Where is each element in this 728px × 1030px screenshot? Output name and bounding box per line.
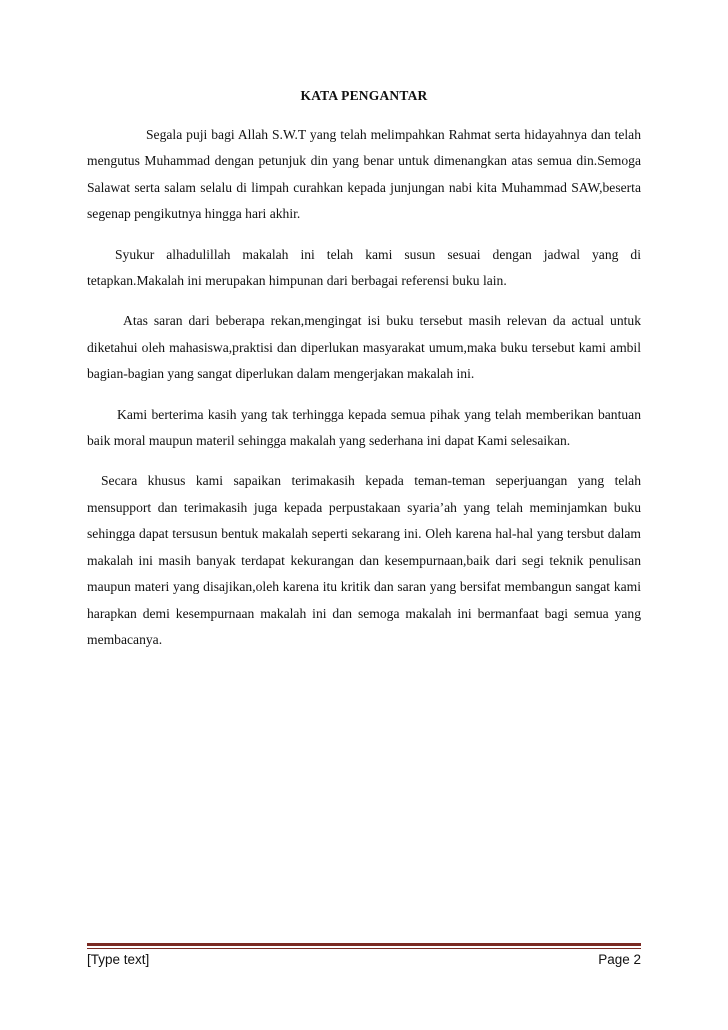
footer-rule	[87, 943, 641, 946]
footer-placeholder-text: [Type text]	[87, 952, 150, 967]
body-text	[87, 122, 641, 667]
footer-rule-thin	[87, 948, 641, 949]
paragraph-1: Segala puji bagi Allah S.W.T yang telah melimpahkan Rahmat serta hidayahnya dan telah mengutus Muhammad dengan petunjuk din yang benar untuk dimenangkan atas semua din.Semoga Salawat serta salam selalu di limpah curahkan kepada junjungan nabi kita Muhammad SAW,beserta segenap pengikutnya hingga hari akhir.	[87, 127, 641, 222]
paragraph-2: Syukur alhadulillah makalah ini telah kami susun sesuai dengan jadwal yang di tetapkan.Makalah ini merupakan himpunan dari berbagai referensi buku lain.	[87, 246, 641, 289]
page-number: Page 2	[598, 952, 641, 967]
page-title: KATA PENGANTAR	[300, 88, 428, 103]
paragraph-3: Atas saran dari beberapa rekan,mengingat isi buku tersebut masih relevan da actual untuk diketahui oleh mahasiswa,praktisi dan diperlukan masyarakat umum,maka buku tersebut kami ambil bagian-bagian yang sangat diperlukan dalam mengerjakan makalah ini.	[87, 313, 641, 382]
paragraph-5: Secara khusus kami sapaikan terimakasih kepada teman-teman seperjuangan yang telah mensupport dan terimakasih juga kepada perpustakaan syaria’ah yang telah meminjamkan buku sehingga dapat tersusun bentuk makalah seperti sekarang ini. Oleh karena hal-hal yang tersbut dalam makalah ini masih banyak terdapat kekurangan dan kesempurnaan,baik dari segi teknik penulisan maupun materi yang disajikan,oleh karena itu kritik dan saran yang bersifat membangun sangat kami harapkan demi kesempurnaan makalah ini dan semoga makalah ini bermanfaat bagi semua yang membacanya.	[87, 473, 641, 647]
paragraph-4: Kami berterima kasih yang tak terhingga kepada semua pihak yang telah memberikan bantuan baik moral maupun materil sehingga makalah yang sederhana ini dapat Kami selesaikan.	[87, 406, 641, 449]
